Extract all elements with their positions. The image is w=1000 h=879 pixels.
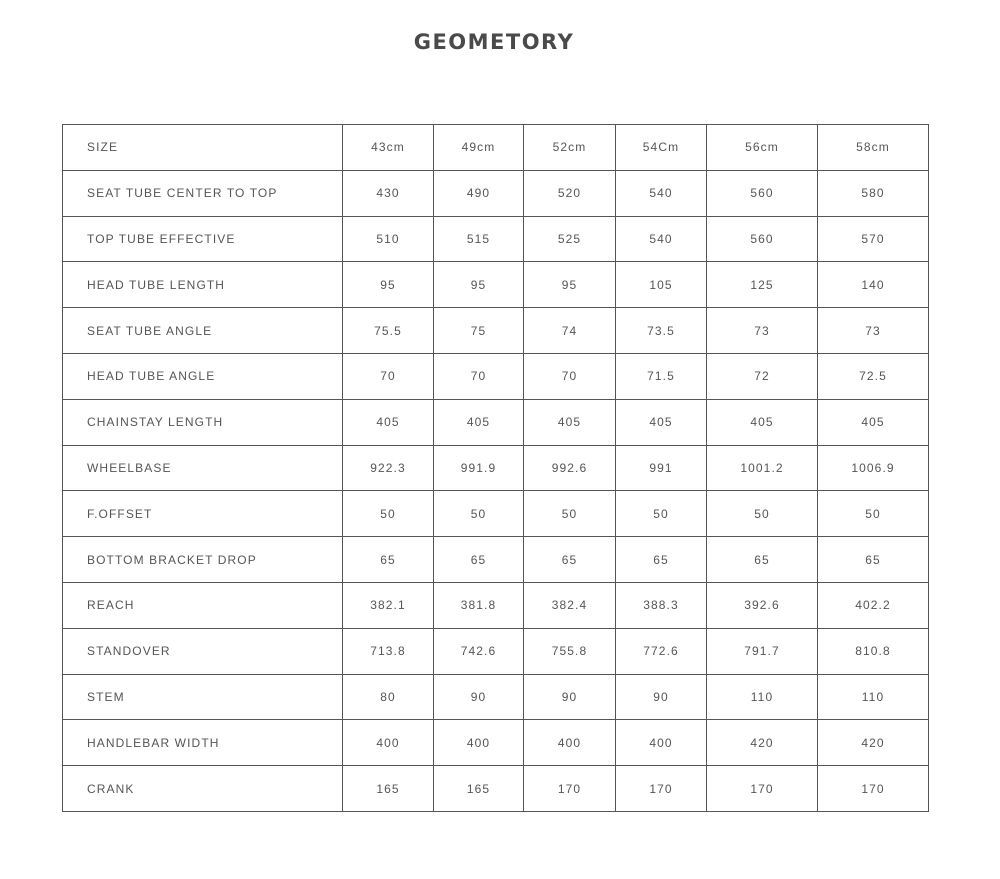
value-cell: 515 (434, 216, 524, 262)
size-header-cell: 49cm (434, 125, 524, 171)
value-cell: 50 (707, 491, 818, 537)
table-row (63, 537, 929, 583)
row-label: SEAT TUBE CENTER TO TOP (63, 170, 343, 216)
value-cell: 405 (343, 399, 434, 445)
value-cell: 405 (818, 399, 929, 445)
value-cell: 560 (707, 216, 818, 262)
value-cell: 1001.2 (707, 445, 818, 491)
size-header-label: SIZE (63, 125, 343, 171)
table-row (63, 308, 929, 354)
value-cell: 72 (707, 353, 818, 399)
value-cell: 90 (434, 674, 524, 720)
value-cell: 420 (818, 720, 929, 766)
value-cell: 110 (818, 674, 929, 720)
value-cell: 991.9 (434, 445, 524, 491)
row-label: SEAT TUBE ANGLE (63, 308, 343, 354)
value-cell: 170 (616, 766, 707, 812)
value-cell: 170 (818, 766, 929, 812)
table-row (63, 766, 929, 812)
value-cell: 95 (343, 262, 434, 308)
value-cell: 65 (707, 537, 818, 583)
value-cell: 65 (616, 537, 707, 583)
size-header-cell: 56cm (707, 125, 818, 171)
geometry-table (62, 124, 929, 812)
value-cell: 70 (524, 353, 616, 399)
value-cell: 65 (343, 537, 434, 583)
value-cell: 772.6 (616, 628, 707, 674)
geometry-table-body (63, 125, 929, 812)
value-cell: 388.3 (616, 582, 707, 628)
value-cell: 73 (707, 308, 818, 354)
value-cell: 65 (434, 537, 524, 583)
table-row (63, 720, 929, 766)
value-cell: 73 (818, 308, 929, 354)
row-label: HANDLEBAR WIDTH (63, 720, 343, 766)
value-cell: 50 (616, 491, 707, 537)
value-cell: 90 (616, 674, 707, 720)
value-cell: 520 (524, 170, 616, 216)
value-cell: 420 (707, 720, 818, 766)
row-label: HEAD TUBE ANGLE (63, 353, 343, 399)
table-row (63, 262, 929, 308)
value-cell: 742.6 (434, 628, 524, 674)
value-cell: 65 (818, 537, 929, 583)
table-row (63, 491, 929, 537)
table-row (63, 445, 929, 491)
value-cell: 400 (343, 720, 434, 766)
table-header-row (63, 125, 929, 171)
value-cell: 400 (524, 720, 616, 766)
value-cell: 490 (434, 170, 524, 216)
row-label: WHEELBASE (63, 445, 343, 491)
value-cell: 140 (818, 262, 929, 308)
row-label: STEM (63, 674, 343, 720)
row-label: CHAINSTAY LENGTH (63, 399, 343, 445)
value-cell: 95 (524, 262, 616, 308)
value-cell: 382.1 (343, 582, 434, 628)
value-cell: 570 (818, 216, 929, 262)
value-cell: 72.5 (818, 353, 929, 399)
value-cell: 382.4 (524, 582, 616, 628)
row-label: REACH (63, 582, 343, 628)
value-cell: 50 (434, 491, 524, 537)
value-cell: 75.5 (343, 308, 434, 354)
page-title: GEOMETORY (413, 30, 575, 54)
value-cell: 405 (707, 399, 818, 445)
value-cell: 70 (343, 353, 434, 399)
value-cell: 170 (707, 766, 818, 812)
value-cell: 510 (343, 216, 434, 262)
value-cell: 71.5 (616, 353, 707, 399)
value-cell: 381.8 (434, 582, 524, 628)
size-header-cell: 58cm (818, 125, 929, 171)
value-cell: 560 (707, 170, 818, 216)
row-label: CRANK (63, 766, 343, 812)
value-cell: 405 (434, 399, 524, 445)
table-row (63, 674, 929, 720)
value-cell: 1006.9 (818, 445, 929, 491)
value-cell: 50 (343, 491, 434, 537)
value-cell: 70 (434, 353, 524, 399)
value-cell: 50 (818, 491, 929, 537)
value-cell: 80 (343, 674, 434, 720)
value-cell: 755.8 (524, 628, 616, 674)
value-cell: 125 (707, 262, 818, 308)
value-cell: 90 (524, 674, 616, 720)
value-cell: 405 (616, 399, 707, 445)
value-cell: 95 (434, 262, 524, 308)
value-cell: 65 (524, 537, 616, 583)
value-cell: 992.6 (524, 445, 616, 491)
row-label: HEAD TUBE LENGTH (63, 262, 343, 308)
table-row (63, 216, 929, 262)
value-cell: 75 (434, 308, 524, 354)
row-label: BOTTOM BRACKET DROP (63, 537, 343, 583)
value-cell: 74 (524, 308, 616, 354)
value-cell: 73.5 (616, 308, 707, 354)
table-row (63, 353, 929, 399)
row-label: TOP TUBE EFFECTIVE (63, 216, 343, 262)
value-cell: 50 (524, 491, 616, 537)
table-row (63, 628, 929, 674)
value-cell: 580 (818, 170, 929, 216)
value-cell: 525 (524, 216, 616, 262)
value-cell: 392.6 (707, 582, 818, 628)
row-label: STANDOVER (63, 628, 343, 674)
value-cell: 400 (434, 720, 524, 766)
value-cell: 105 (616, 262, 707, 308)
row-label: F.OFFSET (63, 491, 343, 537)
value-cell: 810.8 (818, 628, 929, 674)
value-cell: 540 (616, 170, 707, 216)
value-cell: 540 (616, 216, 707, 262)
value-cell: 405 (524, 399, 616, 445)
table-row (63, 170, 929, 216)
size-header-cell: 43cm (343, 125, 434, 171)
table-row (63, 582, 929, 628)
value-cell: 922.3 (343, 445, 434, 491)
size-header-cell: 52cm (524, 125, 616, 171)
value-cell: 170 (524, 766, 616, 812)
table-row (63, 399, 929, 445)
value-cell: 400 (616, 720, 707, 766)
value-cell: 165 (343, 766, 434, 812)
size-header-cell: 54Cm (616, 125, 707, 171)
value-cell: 791.7 (707, 628, 818, 674)
value-cell: 110 (707, 674, 818, 720)
value-cell: 991 (616, 445, 707, 491)
value-cell: 402.2 (818, 582, 929, 628)
value-cell: 713.8 (343, 628, 434, 674)
value-cell: 165 (434, 766, 524, 812)
value-cell: 430 (343, 170, 434, 216)
